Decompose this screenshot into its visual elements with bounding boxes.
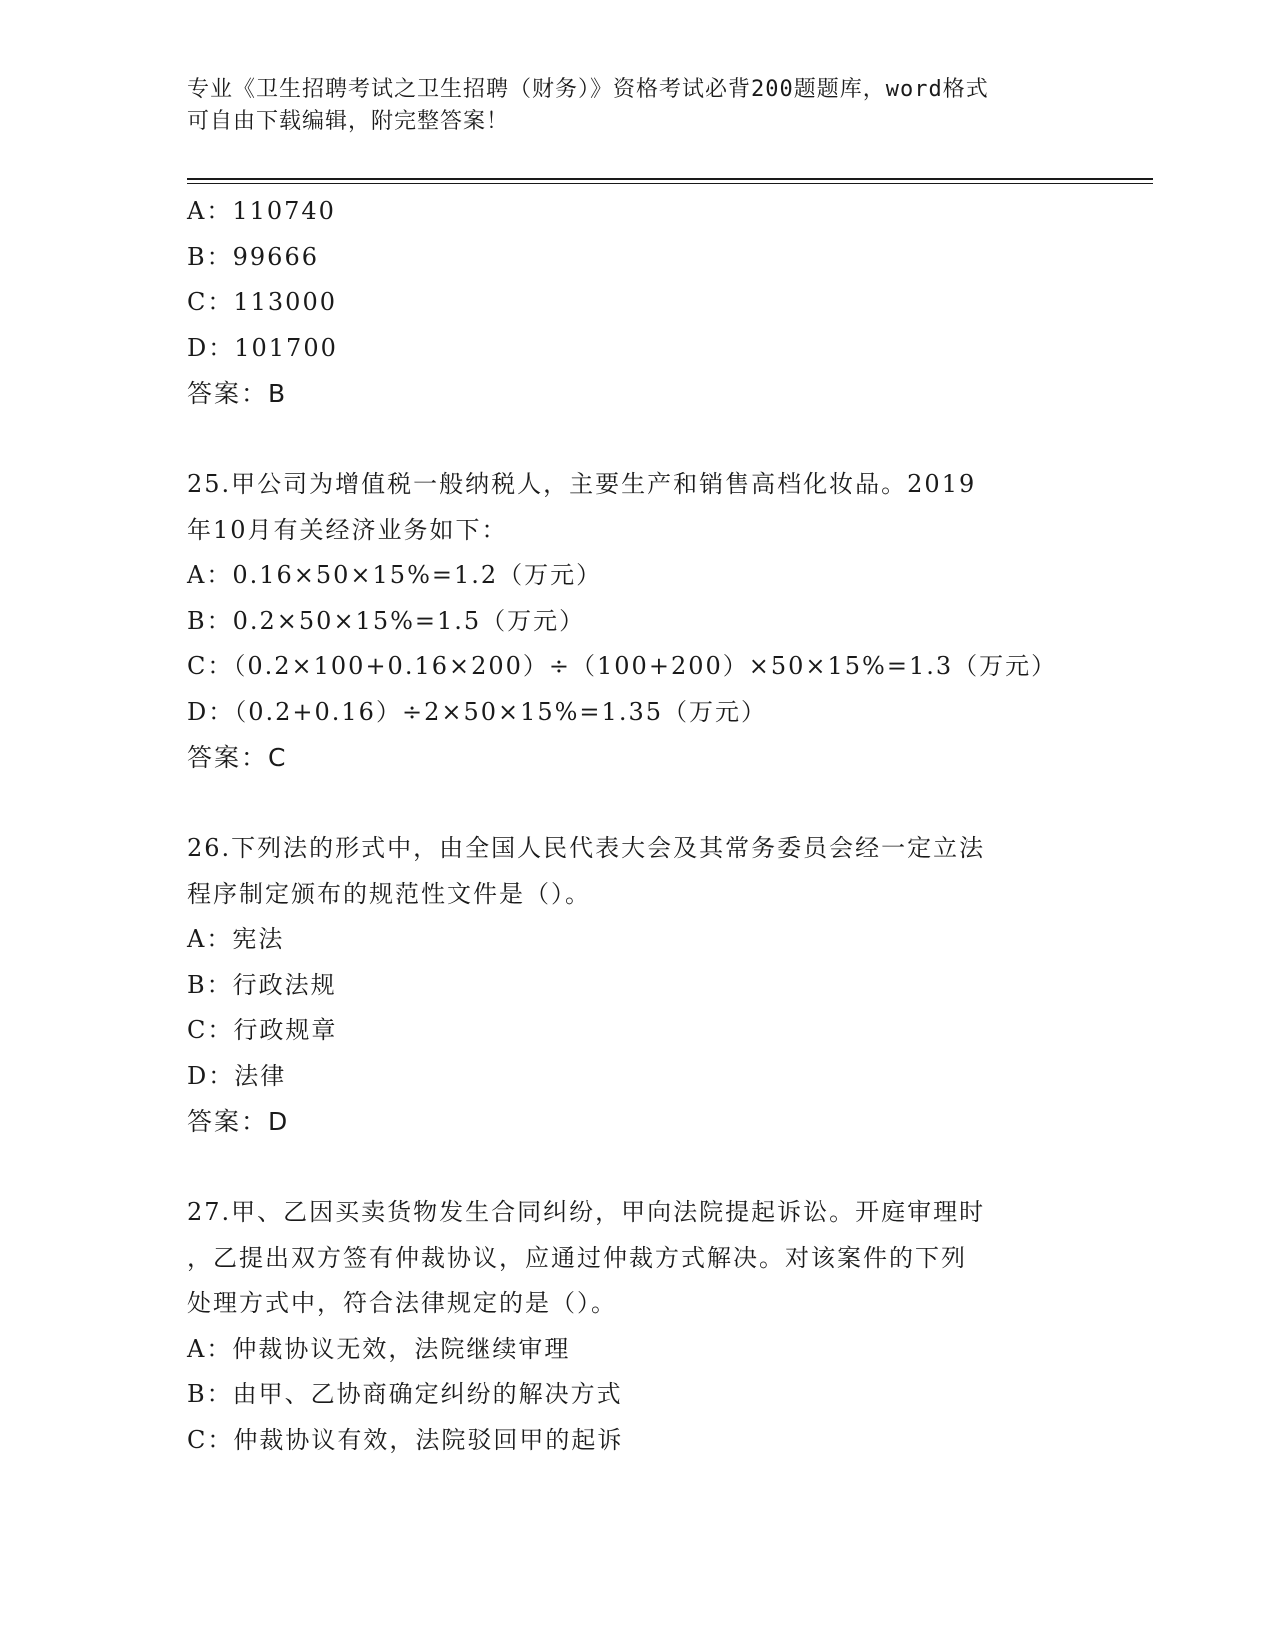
answer-label: 答案：C: [187, 743, 288, 772]
spacer: [187, 417, 1087, 463]
option-d: D：（0.2+0.16）÷2×50×15%=1.35（万元）: [187, 697, 767, 726]
document-header: [187, 74, 1067, 138]
question-stem: ，乙提出双方签有仲裁协议，应通过仲裁方式解决。对该案件的下列: [187, 1243, 967, 1272]
option-b: B：行政法规: [187, 970, 337, 999]
spacer: [187, 781, 1087, 827]
option-a: A：0.16×50×15%=1.2（万元）: [187, 561, 603, 589]
question-24: [187, 189, 1087, 417]
question-26: [187, 826, 1087, 1145]
option-b: B：0.2×50×15%=1.5（万元）: [187, 606, 586, 635]
answer-label: 答案：D: [187, 1107, 290, 1136]
question-stem: 26.下列法的形式中，由全国人民代表大会及其常务委员会经一定立法: [187, 834, 986, 862]
option-c: C：（0.2×100+0.16×200）÷（100+200）×50×15%=1.3（万元）: [187, 652, 1058, 680]
header-divider-thin: [187, 183, 1153, 184]
option-c: C：行政规章: [187, 1016, 338, 1044]
question-stem: 程序制定颁布的规范性文件是（）。: [187, 879, 591, 908]
question-stem: 处理方式中，符合法律规定的是（）。: [187, 1289, 617, 1317]
option-c: C：113000: [187, 288, 337, 316]
option-a: A：110740: [187, 197, 336, 225]
header-line-1: 专业《卫生招聘考试之卫生招聘（财务）》资格考试必背200题题库，word格式: [187, 77, 989, 102]
option-b: B：由甲、乙协商确定纠纷的解决方式: [187, 1380, 623, 1408]
option-b: B：99666: [187, 242, 319, 271]
option-d: D：法律: [187, 1061, 287, 1090]
question-list: [187, 189, 1087, 1463]
question-stem: 25.甲公司为增值税一般纳税人，主要生产和销售高档化妆品。2019: [187, 470, 977, 498]
header-divider-thick: [187, 178, 1153, 180]
question-stem: 年10月有关经济业务如下：: [187, 515, 508, 544]
option-a: A：宪法: [187, 925, 285, 953]
spacer: [187, 1145, 1087, 1191]
question-stem: 27.甲、乙因买卖货物发生合同纠纷，甲向法院提起诉讼。开庭审理时: [187, 1198, 986, 1226]
question-25: [187, 462, 1087, 781]
question-27: [187, 1190, 1087, 1463]
header-line-2: 可自由下载编辑，附完整答案！: [187, 109, 510, 134]
option-d: D：101700: [187, 333, 338, 362]
option-c: C：仲裁协议有效，法院驳回甲的起诉: [187, 1425, 624, 1454]
answer-label: 答案：B: [187, 379, 288, 408]
option-a: A：仲裁协议无效，法院继续审理: [187, 1334, 571, 1363]
